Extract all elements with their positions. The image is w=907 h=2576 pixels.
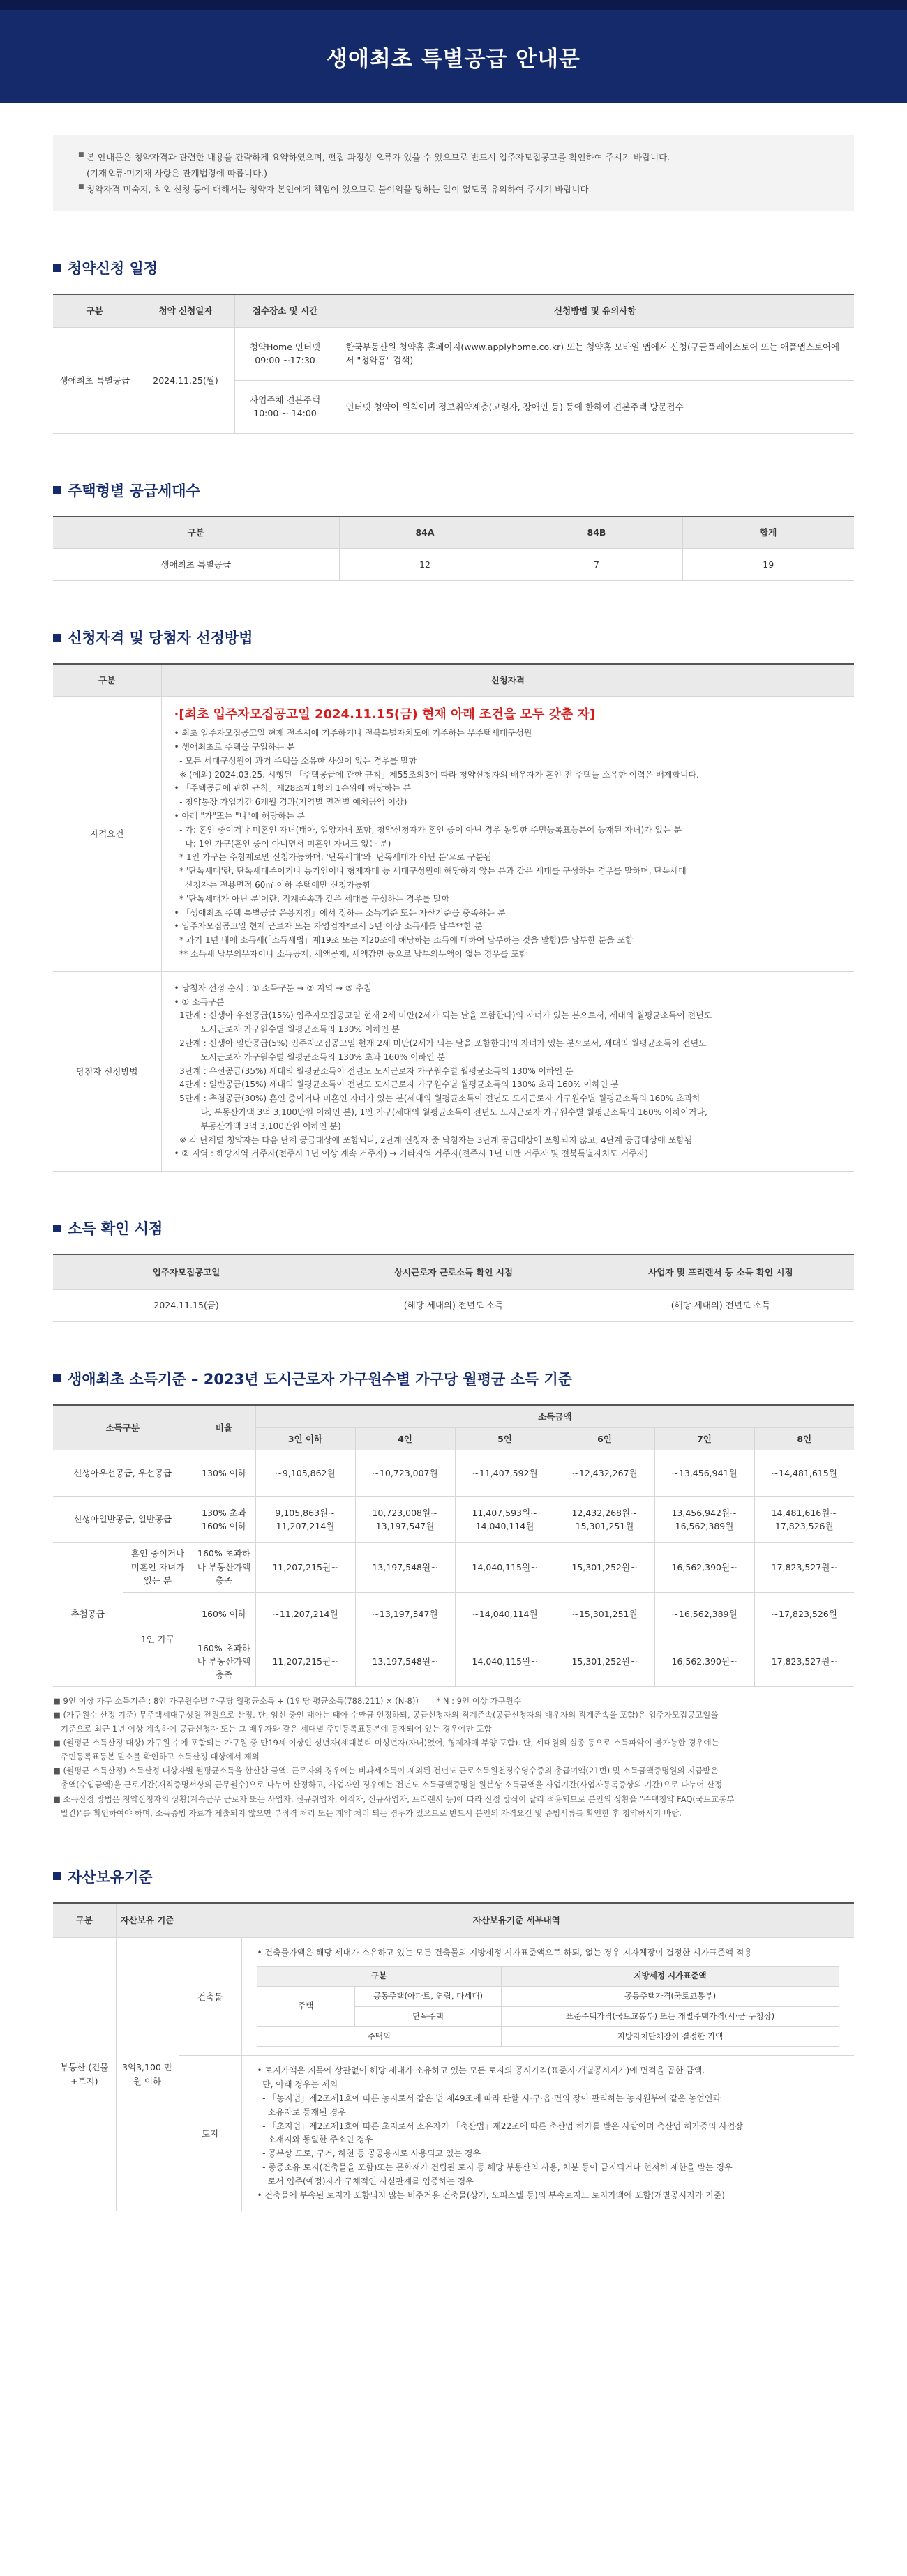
th: 소득구분 <box>53 1405 193 1450</box>
section-title-supply: 주택형별 공급세대수 <box>53 480 854 501</box>
section-title-qualification: 신청자격 및 당첨자 선정방법 <box>53 627 854 648</box>
td: 12 <box>339 549 511 581</box>
td: ~10,723,007원 <box>355 1450 455 1497</box>
square-bullet-icon <box>53 634 61 642</box>
requirement-content <box>161 696 854 971</box>
text-line: • ② 지역 : 해당지역 거주자(전주시 1년 이상 계속 거주자) → 기타지역 거주자(전주시 1년 미만 거주자 및 전북특별자치도 거주자) <box>174 1149 648 1159</box>
th: 입주자모집공고일 <box>53 1255 320 1289</box>
page-title: 생애최초 특별공급 안내문 <box>327 46 580 72</box>
th: 합계 <box>682 517 854 549</box>
text-line: • 토지가액은 지목에 상관없이 해당 세대가 소유하고 있는 모든 토지의 공시가격(표준지·개별공시지가)에 면적을 곱한 금액. <box>257 2066 705 2076</box>
td: 13,197,548원~ <box>355 1637 455 1686</box>
text-line: 도시근로자 가구원수별 월평균소득의 130% 이하인 분 <box>174 1024 400 1035</box>
supply-table <box>53 516 854 582</box>
td: 13,456,942원~ 16,562,389원 <box>654 1497 754 1543</box>
text-line: * '단독세대'란, 단독세대주이거나 동거인이나 형제자매 등 세대구성원에 해당하지 않는 분과 같은 세대를 구성하는 경우를 말하며, 단독세대 <box>174 866 687 877</box>
requirement-title: ·[최초 입주자모집공고일 2024.11.15(금) 현재 아래 조건을 모두 갖춘 자] <box>174 706 596 722</box>
td: 생애최초 특별공급 <box>53 549 339 581</box>
text-line: • 아래 "가"또는 "나"에 해당하는 분 <box>174 811 305 821</box>
schedule-table <box>53 294 854 434</box>
td: 추첨공급 <box>53 1543 123 1686</box>
text-line: ■ 9인 이상 가구 소득기준 : 8인 가구원수별 가구당 월평균소득 + (1인당 평균소득(788,211) × (N-8)) * N : 9인 이상 가구원수 <box>53 1695 522 1706</box>
section-title-income-standard: 생애최초 소득기준 – 2023년 도시근로자 가구원수별 가구당 월평균 소득 기준 <box>53 1368 854 1389</box>
th: 지방세정 시가표준액 <box>502 1967 839 1987</box>
text-line: 1단계 : 신생아 우선공급(15%) 입주자모집공고일 현재 2세 미만(2세가 되는 날을 포함한다)의 자녀가 있는 분으로서, 세대의 월평균소득이 전년도 <box>174 1010 712 1021</box>
text-line: • 당첨자 선정 순서 : ① 소득구분 → ② 지역 → ③ 추첨 <box>174 983 372 993</box>
th: 사업자 및 프리랜서 등 소득 확인 시점 <box>587 1255 854 1289</box>
td: 16,562,390원~ <box>654 1637 754 1686</box>
text-line: • 건축물에 부속된 토지가 포함되지 않는 비주거용 건축물(상가, 오피스텔 등)의 부속토지도 토지가액에 포함(개별공시지가 기준) <box>257 2190 725 2200</box>
text-line: 로서 입주(예정)자가 구체적인 사실관계를 입증하는 경우 <box>257 2176 474 2186</box>
asset-table <box>53 1902 854 2212</box>
td: 신생아우선공급, 우선공급 <box>53 1450 193 1497</box>
td: ~14,040,114원 <box>455 1592 555 1637</box>
td: ~14,481,615원 <box>754 1450 854 1497</box>
text-line: 4단계 : 일반공급(15%) 세대의 월평균소득이 전년도 도시근로자 가구원수별 월평균소득의 130% 초과 160% 이하인 분 <box>174 1079 619 1090</box>
th: 3인 이하 <box>255 1428 355 1450</box>
text-line: ■ (월평균 소득산정) 소득산정 대상자별 월평균소득을 합산한 금액. 근로자의 경우에는 비과세소득이 제외된 전년도 근로소득원천징수영수증의 총급여액(21번) 및 소득금액증명원의 지급받은 <box>53 1766 719 1776</box>
td: 19 <box>682 549 854 581</box>
td: ~16,562,389원 <box>654 1592 754 1637</box>
td: ~9,105,862원 <box>255 1450 355 1497</box>
section-title-income-check: 소득 확인 시점 <box>53 1218 854 1238</box>
text-line: 나, 부동산가액 3억 3,100만원 이하인 분), 1인 가구(세대의 월평균소득이 전년도 도시근로자 가구원수별 월평균소득의 160% 이하이거나, <box>174 1107 707 1117</box>
th: 비율 <box>193 1405 255 1450</box>
td: 14,040,115원~ <box>455 1637 555 1686</box>
th: 구분 <box>53 1903 116 1938</box>
text-line: 단, 아래 경우는 제외 <box>257 2079 338 2090</box>
land-list <box>257 2064 839 2202</box>
text-line: - 「농지법」제2조제1호에 따른 농지로서 같은 법 제49조에 따라 관할 시·구·읍·면의 장이 관리하는 농지원부에 같은 농업인과 <box>257 2093 721 2103</box>
td: 3억3,100 만원 이하 <box>116 1938 179 2211</box>
square-bullet-icon <box>53 1374 61 1382</box>
text-line: ※ 각 단계별 청약자는 다음 단계 공급대상에 포함되나, 2단계 신청자 중 낙첨자는 3단계 공급대상에 포함되지 않고, 4단계 공급대상에 포함됨 <box>174 1135 693 1145</box>
text-line: 주민등록표등본 말소를 확인하고 소득산정 대상에서 제외 <box>53 1752 260 1762</box>
td: 9,105,863원~ 11,207,214원 <box>255 1497 355 1543</box>
td: 건축물 <box>179 1938 241 2056</box>
td: 표준주택가격(국토교통부) 또는 개별주택가격(시·군·구청장) <box>502 2006 839 2026</box>
td: ~13,197,547원 <box>355 1592 455 1637</box>
text-line: 도시근로자 가구원수별 월평균소득의 130% 초과 160% 이하인 분 <box>174 1052 445 1062</box>
td: 15,301,252원~ <box>555 1543 654 1592</box>
td: 신생아일반공급, 일반공급 <box>53 1497 193 1543</box>
text-line: • 「생애최초 주택 특별공급 운용지침」에서 정하는 소득기준 또는 자산기준을 충족하는 분 <box>174 907 506 918</box>
td: 11,207,215원~ <box>255 1543 355 1592</box>
th: 청약 신청일자 <box>137 294 234 327</box>
td: ~13,456,941원 <box>654 1450 754 1497</box>
th: 6인 <box>555 1428 654 1450</box>
building-content <box>241 1938 854 2056</box>
income-notes <box>53 1694 854 1820</box>
text-line: * '단독세대가 아닌 분'이란, 직계존속과 같은 세대를 구성하는 경우를 말함 <box>174 893 450 904</box>
td: 130% 초과 160% 이하 <box>193 1497 255 1543</box>
td: ~12,432,267원 <box>555 1450 654 1497</box>
text-line: - 「초지법」제2조제1호에 따른 초지로서 소유자가 「축산법」제22조에 따른 축산업 허가를 받은 사람이며 축산업 허가증의 사업장 <box>257 2121 744 2131</box>
notice-line: ■ 본 안내문은 청약자격과 관련한 내용을 간략하게 요약하였으며, 편집 과정상 오류가 있을 수 있으므로 반드시 입주자모집공고를 확인하여 주시기 바랍니다. <box>78 149 829 165</box>
notice-line: (기재오류·미기재 사항은 관계법령에 따릅니다.) <box>87 168 268 179</box>
notice-line: ■ 청약자격 미숙지, 착오 신청 등에 대해서는 청약자 본인에게 책임이 있으므로 불이익을 당하는 일이 없도록 유의하여 주시기 바랍니다. <box>78 181 829 197</box>
notice-box <box>53 135 854 211</box>
income-standard-table <box>53 1404 854 1687</box>
schedule-place: 사업주체 견본주택 10:00 ~ 14:00 <box>234 380 336 433</box>
td: 13,197,548원~ <box>355 1543 455 1592</box>
td: 공동주택가격(국토교통부) <box>502 1986 839 2006</box>
td: (해당 세대의) 전년도 소득 <box>587 1289 854 1321</box>
square-bullet-icon <box>53 486 61 494</box>
th: 구분 <box>53 664 161 696</box>
td: 10,723,008원~ 13,197,547원 <box>355 1497 455 1543</box>
th: 상시근로자 근로소득 확인 시점 <box>320 1255 587 1289</box>
text-line: 총액(수입금액)을 근로기간(재직증명서상의 근무월수)으로 나누어 산정하고, 사업자인 경우에는 전년도 소득금액증명원 원본상 소득금액을 사업기간(사업자등록증상의 기간)으로 나누어 산정 <box>53 1780 723 1790</box>
text-line: 소재지와 동일한 주소인 경우 <box>257 2135 373 2145</box>
td: 160% 이하 <box>193 1592 255 1637</box>
td: 16,562,390원~ <box>654 1543 754 1592</box>
section-title-asset: 자산보유기준 <box>53 1866 854 1887</box>
th: 5인 <box>455 1428 555 1450</box>
td: 2024.11.15(금) <box>53 1289 320 1321</box>
td: ~11,407,592원 <box>455 1450 555 1497</box>
th: 4인 <box>355 1428 455 1450</box>
text-line: * 1인 가구는 추첨제로만 신청가능하며, '단독세대'와 '단독세대가 아닌 분'으로 구분됨 <box>174 852 492 863</box>
text-line: 5단계 : 추첨공급(30%) 혼인 중이거나 미혼인 자녀가 있는 분(세대의 월평균소득이 전년도 도시근로자 가구원수별 월평균소득의 160% 초과하 <box>174 1093 700 1104</box>
text-line: 발간)"를 확인하여야 하며, 소득증빙 자료가 제출되지 않으면 부적격 처리 또는 계약 처리 되는 경우가 있으므로 반드시 본인의 자격요건 및 증빙서류를 확인한 후 청약하시기 바람. <box>53 1808 682 1818</box>
schedule-method: 인터넷 청약이 원칙이며 정보취약계층(고령자, 장애인 등) 등에 한하여 견본주택 방문접수 <box>336 380 854 433</box>
text-line: 신청자는 전용면적 60㎡ 이하 주택에만 신청가능함 <box>174 880 371 891</box>
th: 84B <box>511 517 682 549</box>
section-title-schedule: 청약신청 일정 <box>53 257 854 278</box>
selection-content <box>161 971 854 1171</box>
td: 단독주택 <box>355 2006 502 2026</box>
text-line: 3단계 : 우선공급(35%) 세대의 월평균소득이 전년도 도시근로자 가구원수별 월평균소득의 130% 이하인 분 <box>174 1066 574 1076</box>
td: ~17,823,526원 <box>754 1592 854 1637</box>
selection-list <box>174 982 842 1161</box>
td: ~15,301,251원 <box>555 1592 654 1637</box>
text-line: 소유자로 등재된 경우 <box>257 2107 346 2117</box>
schedule-type: 생애최초 특별공급 <box>53 327 137 433</box>
text-line: - 청약통장 가입기간 6개월 경과(지역별 면적별 예치금액 이상) <box>174 797 407 808</box>
td: 160% 초과하나 부동산가액 충족 <box>193 1637 255 1686</box>
td: 7 <box>511 549 682 581</box>
th: 구분 <box>53 294 137 327</box>
square-bullet-icon <box>53 264 61 272</box>
text-line: • 최초 입주자모집공고일 현재 전주시에 거주하거나 전북특별자치도에 거주하는 무주택세대구성원 <box>174 728 532 738</box>
text-line: - 나: 1인 가구(혼인 중이 아니면서 미혼인 자녀도 없는 분) <box>174 838 391 849</box>
td: 15,301,252원~ <box>555 1637 654 1686</box>
td: 12,432,268원~ 15,301,251원 <box>555 1497 654 1543</box>
td: 주택 <box>257 1986 355 2026</box>
td: 14,481,616원~ 17,823,526원 <box>754 1497 854 1543</box>
td: 14,040,115원~ <box>455 1543 555 1592</box>
building-inner-table <box>257 1966 839 2047</box>
schedule-method: 한국부동산원 청약홈 홈페이지(www.applyhome.co.kr) 또는 청약홈 모바일 앱에서 신청(구글플레이스토어 또는 애플앱스토어에서 "청약홈" 검색) <box>336 327 854 380</box>
td: 혼인 중이거나 미혼인 자녀가 있는 분 <box>123 1543 193 1592</box>
td: 공동주택(아파트, 연립, 다세대) <box>355 1986 502 2006</box>
td: 주택외 <box>257 2026 502 2047</box>
text-line: 부동산가액 3억 3,100만원 이하인 분) <box>174 1121 341 1131</box>
th: 구분 <box>257 1967 502 1987</box>
text-line: ■ (월평균 소득산정 대상) 가구원 수에 포함되는 가구원 중 만19세 이상인 성년자(세대분리 미성년자(자녀)였어, 형제자매 부양 포함). 단, 세대원의 실종 등으로 소득파악이 불가능한 경우에는 <box>53 1738 719 1748</box>
income-check-table <box>53 1254 854 1322</box>
text-line: - 공부상 도로, 구거, 하천 등 공공용지로 사용되고 있는 경우 <box>257 2149 481 2159</box>
td: 17,823,527원~ <box>754 1543 854 1592</box>
th: 8인 <box>754 1428 854 1450</box>
td: 1인 가구 <box>123 1592 193 1686</box>
text-line: * 과거 1년 내에 소득세(「소득세법」제19조 또는 제20조에 해당하는 소득에 대하여 납부하는 것을 말함)를 납부한 분을 포함 <box>174 935 634 946</box>
text-line: 2단계 : 신생아 일반공급(5%) 입주자모집공고일 현재 2세 미만(2세가 되는 날을 포함한다)의 자녀가 있는 분으로서, 세대의 월평균소득이 전년도 <box>174 1038 707 1048</box>
text-line: • 생애최초로 주택을 구입하는 분 <box>174 742 295 752</box>
text-line: - 가: 혼인 중이거나 미혼인 자녀(태아, 입양자녀 포함, 청약신청자가 혼인 중이 아닌 경우 동일한 주민등록표등본에 등재된 자녀)가 있는 분 <box>174 824 682 835</box>
text-line: - 모든 세대구성원이 과거 주택을 소유한 사실이 없는 경우를 말함 <box>174 755 417 766</box>
th: 자산보유기준 세부내역 <box>179 1903 854 1938</box>
text-line: - 종중소유 토지(건축물을 포함)또는 문화재가 건립된 토지 등 해당 부동산의 사용, 처분 등이 금지되거나 현저히 제한을 받는 경우 <box>257 2162 733 2172</box>
td: 130% 이하 <box>193 1450 255 1497</box>
qualification-table <box>53 663 854 1172</box>
text-line: ※ (예외) 2024.03.25. 시행된 「주택공급에 관한 규칙」제55조의3에 따라 청약신청자의 배우자가 혼인 전 주택을 소유한 이력은 배제합니다. <box>174 769 699 780</box>
th: 자산보유 기준 <box>116 1903 179 1938</box>
square-bullet-icon <box>53 1872 61 1880</box>
td: 17,823,527원~ <box>754 1637 854 1686</box>
text-line: • 입주자모집공고일 현재 근로자 또는 자영업자*로서 5년 이상 소득세를 납부**한 분 <box>174 921 483 932</box>
square-bullet-icon <box>53 1225 61 1232</box>
schedule-date: 2024.11.25(월) <box>137 327 234 433</box>
td: 지방자치단체장이 결정한 가액 <box>502 2026 839 2047</box>
text-line: • ① 소득구분 <box>174 997 225 1007</box>
td: (해당 세대의) 전년도 소득 <box>320 1289 587 1321</box>
text-line: ■ 소득산정 방법은 청약신청자의 상황(계속근무 근로자 또는 사업자, 신규취업자, 이직자, 신규사업자, 프리랜서 등)에 따라 산정 방식이 달리 적용되므로 본인의 상황을 "주택청약 FAQ(국토교통부 <box>53 1794 735 1804</box>
requirement-label: 자격요건 <box>53 696 161 971</box>
td: 부동산 (건물+토지) <box>53 1938 116 2211</box>
th: 구분 <box>53 517 339 549</box>
schedule-place: 청약Home 인터넷 09:00 ~17:30 <box>234 327 336 380</box>
selection-label: 당첨자 선정방법 <box>53 971 161 1171</box>
td: 11,407,593원~ 14,040,114원 <box>455 1497 555 1543</box>
text-line: • 「주택공급에 관한 규칙」제28조제1항의 1순위에 해당하는 분 <box>174 783 412 794</box>
page-header <box>0 0 907 103</box>
land-content <box>241 2056 854 2211</box>
td: ~11,207,214원 <box>255 1592 355 1637</box>
td: 160% 초과하나 부동산가액 충족 <box>193 1543 255 1592</box>
td: 토지 <box>179 2056 241 2211</box>
td: 11,207,215원~ <box>255 1637 355 1686</box>
th: 소득금액 <box>255 1405 854 1428</box>
text-line: 기준으로 최근 1년 이상 계속하여 공급신청자 또는 그 배우자와 같은 세대별 주민등록표등본에 등재되어 있는 경우에만 포함 <box>53 1723 492 1734</box>
requirement-list <box>174 727 842 962</box>
th: 접수장소 및 시간 <box>234 294 336 327</box>
th: 7인 <box>654 1428 754 1450</box>
building-text: • 건축물가액은 해당 세대가 소유하고 있는 모든 건축물의 지방세정 시가표준액으로 하되, 없는 경우 지자체장이 결정한 시가표준액 적용 <box>257 1948 752 1958</box>
th: 신청방법 및 유의사항 <box>336 294 854 327</box>
th: 신청자격 <box>161 664 854 696</box>
th: 84A <box>339 517 511 549</box>
text-line: ■ (가구원수 산정 기준) 무주택세대구성원 전원으로 산정. 단, 임신 중인 태아는 태아 수만큼 인정하되, 공급신청자의 직계존속(공급신청자의 배우자의 직계존속을 포함)은 입주자모집공고일을 <box>53 1709 719 1720</box>
text-line: ** 소득세 납부의무자이나 소득공제, 세액공제, 세액감면 등으로 납부의무액이 없는 경우를 포함 <box>174 949 527 960</box>
